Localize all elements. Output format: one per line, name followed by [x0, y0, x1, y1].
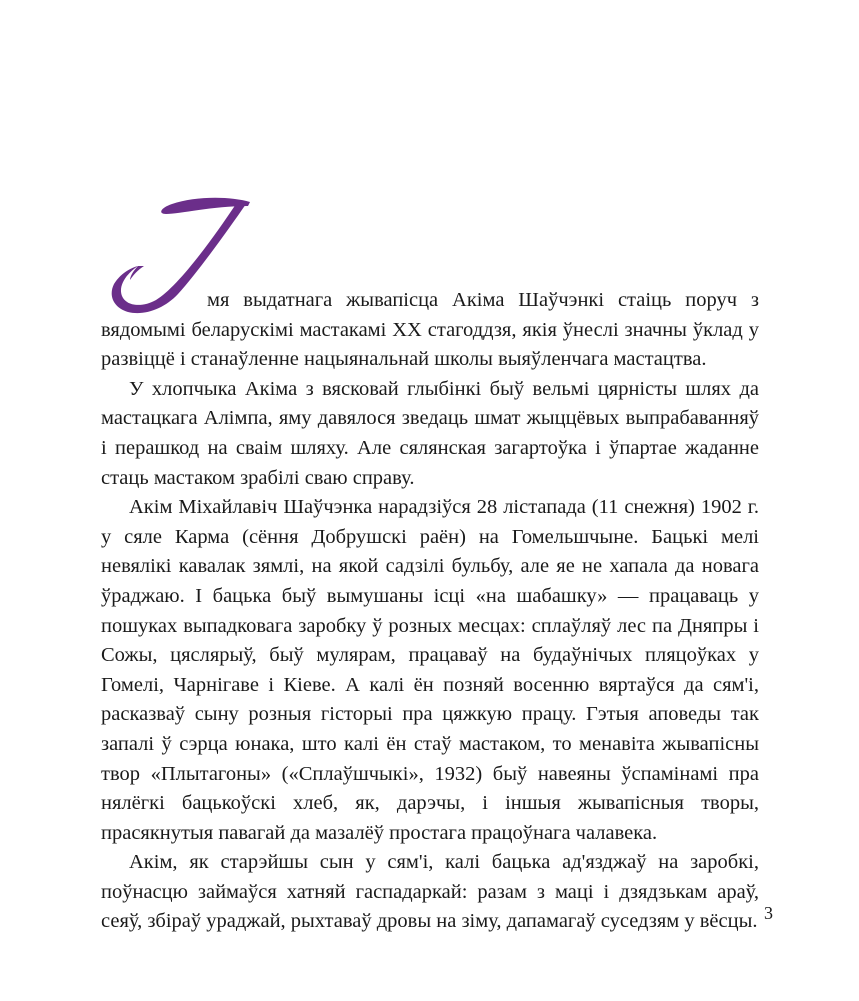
paragraph-2: У хлопчыка Акіма з вясковай глыбінкі быў вельмі цярністы шлях да мастацкага Алімпа, яму давялося зведаць шмат жыццёвых выпрабаванняў і перашкод на сваім шляху. Але сялянская загартоўка і ўпартае жаданне стаць мастаком зрабілі сваю справу.	[101, 377, 759, 489]
paragraph-1-text: мя выдатнага жывапісца Акіма Шаўчэнкі стаіць поруч з вядомымі беларускімі мастакамі XX стагоддзя, якія ўнеслі значны ўклад у развіццё і станаўленне нацыянальнай школы выяўленчага мастацтва.	[101, 289, 759, 371]
page-number: 3	[764, 903, 773, 923]
body-text	[101, 286, 759, 937]
paragraph-4: Акім, як старэйшы сын у сям'і, калі бацька ад'язджаў на заробкі, поўнасцю займаўся хатняй гаспадаркай: разам з маці і дзядзькам араў, сеяў, збіраў ураджай, рыхтаваў дровы на зіму, дапамагаў суседзям у вёсцы.	[101, 851, 759, 933]
paragraph-3: Акім Міхайлавіч Шаўчэнка нарадзіўся 28 лістапада (11 снежня) 1902 г. у сяле Карма (сёння Добрушскі раён) на Гомельшчыне. Бацькі мелі невялікі кавалак зямлі, на якой садзілі бульбу, але яе не хапала да новага ўраджаю. І бацька быў вымушаны ісці «на шабашку» — працаваць у пошуках выпадковага заробку ў розных месцах: сплаўляў лес па Дняпры і Сожы, цяслярыў, быў мулярам, працаваў на будаўнічых пляцоўках у Гомелі, Чарнігаве і Кіеве. А калі ён позняй восенню вяртаўся да сям'і, расказваў сыну розныя гісторыі пра цяжкую працу. Гэтыя аповеды так запалі ў сэрца юнака, што калі ён стаў мастаком, то менавіта жывапісны твор «Плытагоны» («Сплаўшчыкі», 1932) быў навеяны ўспамінамі пра нялёгкі бацькоўскі хлеб, як, дарэчы, і іншыя жывапісныя творы, прасякнутыя павагай да мазалёў простага працоўнага чалавека.	[101, 496, 759, 844]
paragraph-1	[101, 286, 759, 375]
